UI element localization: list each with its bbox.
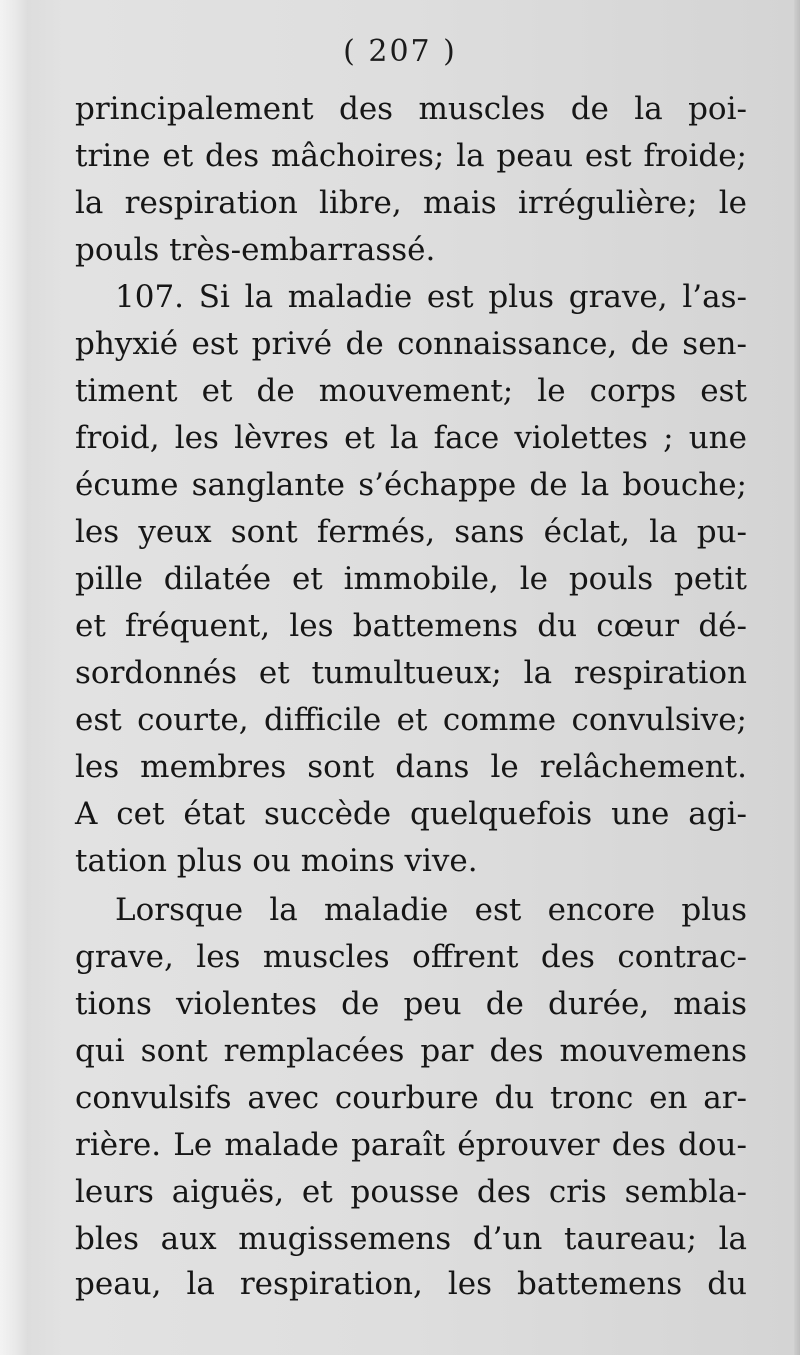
text-line: phyxié est privé de connaissance, de sen-	[75, 326, 747, 362]
text-line: peau, la respiration, les battemens du	[75, 1266, 747, 1302]
page-right-edge	[794, 0, 800, 1355]
text-line: la respiration libre, mais irrégulière; le	[75, 185, 747, 221]
text-line: principalement des muscles de la poi-	[75, 91, 747, 127]
text-line: pille dilatée et immobile, le pouls petit	[75, 561, 747, 597]
text-line: tation plus ou moins vive.	[75, 843, 478, 879]
text-line: bles aux mugissemens d’un taureau; la	[75, 1221, 747, 1257]
text-line: froid, les lèvres et la face violettes ; une	[75, 420, 747, 456]
page-number: ( 207 )	[343, 34, 457, 69]
text-line: leurs aiguës, et pousse des cris sembla-	[75, 1174, 747, 1210]
text-line: trine et des mâchoires; la peau est froide;	[75, 138, 747, 174]
text-line: qui sont remplacées par des mouvemens	[75, 1033, 747, 1069]
text-line: sordonnés et tumultueux; la respiration	[75, 655, 747, 691]
text-line: timent et de mouvement; le corps est	[75, 373, 747, 409]
text-line: et fréquent, les battemens du cœur dé-	[75, 608, 747, 644]
text-line: grave, les muscles offrent des contrac-	[75, 939, 747, 975]
text-line: rière. Le malade paraît éprouver des dou-	[75, 1127, 747, 1163]
text-line: A cet état succède quelquefois une agi-	[75, 796, 747, 832]
text-line: écume sanglante s’échappe de la bouche;	[75, 467, 747, 503]
page-left-margin	[0, 0, 28, 1355]
text-line: pouls très-embarrassé.	[75, 232, 436, 268]
text-line: tions violentes de peu de durée, mais	[75, 986, 747, 1022]
text-line: les yeux sont fermés, sans éclat, la pu-	[75, 514, 747, 550]
text-line: les membres sont dans le relâchement.	[75, 749, 747, 785]
text-line: est courte, difficile et comme convulsive;	[75, 702, 747, 738]
paragraph-first-line: Lorsque la maladie est encore plus	[115, 892, 747, 928]
text-line: convulsifs avec courbure du tronc en ar-	[75, 1080, 747, 1116]
paragraph-107-first-line: 107. Si la maladie est plus grave, l’as-	[115, 279, 747, 315]
